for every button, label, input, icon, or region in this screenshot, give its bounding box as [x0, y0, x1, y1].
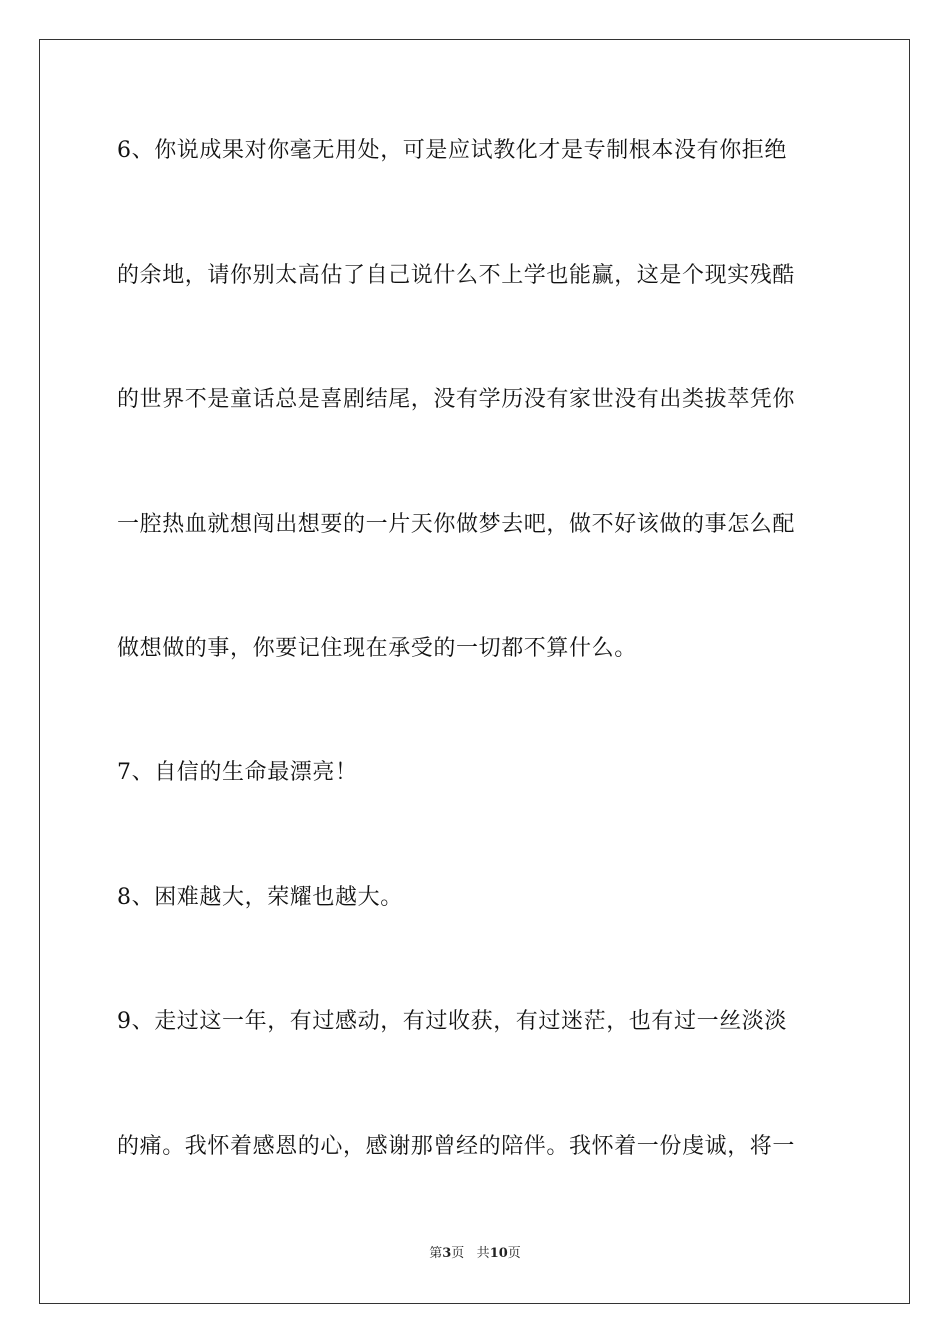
page-prefix: 第 [429, 1246, 443, 1261]
page-number: 3 [442, 1246, 452, 1261]
total-prefix: 共 [476, 1246, 490, 1261]
page-border [39, 39, 910, 1304]
text-line: 一腔热血就想闯出想要的一片天你做梦去吧，做不好该做的事怎么配 [117, 512, 796, 537]
page-footer [0, 1245, 950, 1263]
text-line: 8、困难越大，荣耀也越大。 [117, 885, 403, 910]
text-line: 9、走过这一年，有过感动，有过收获，有过迷茫，也有过一丝淡淡 [117, 1009, 787, 1034]
total-suffix: 页 [507, 1246, 521, 1261]
text-line: 6、你说成果对你毫无用处，可是应试教化才是专制根本没有你拒绝 [117, 138, 787, 163]
total-pages: 10 [489, 1246, 508, 1261]
text-line: 的余地，请你别太高估了自己说什么不上学也能赢，这是个现实残酷 [117, 263, 796, 288]
page-suffix: 页 [451, 1246, 465, 1261]
text-line: 的痛。我怀着感恩的心，感谢那曾经的陪伴。我怀着一份虔诚，将一 [117, 1134, 796, 1159]
text-line: 7、自信的生命最漂亮！ [117, 760, 358, 785]
text-line: 做想做的事，你要记住现在承受的一切都不算什么。 [117, 636, 637, 661]
text-line: 的世界不是童话总是喜剧结尾，没有学历没有家世没有出类拔萃凭你 [117, 387, 796, 412]
